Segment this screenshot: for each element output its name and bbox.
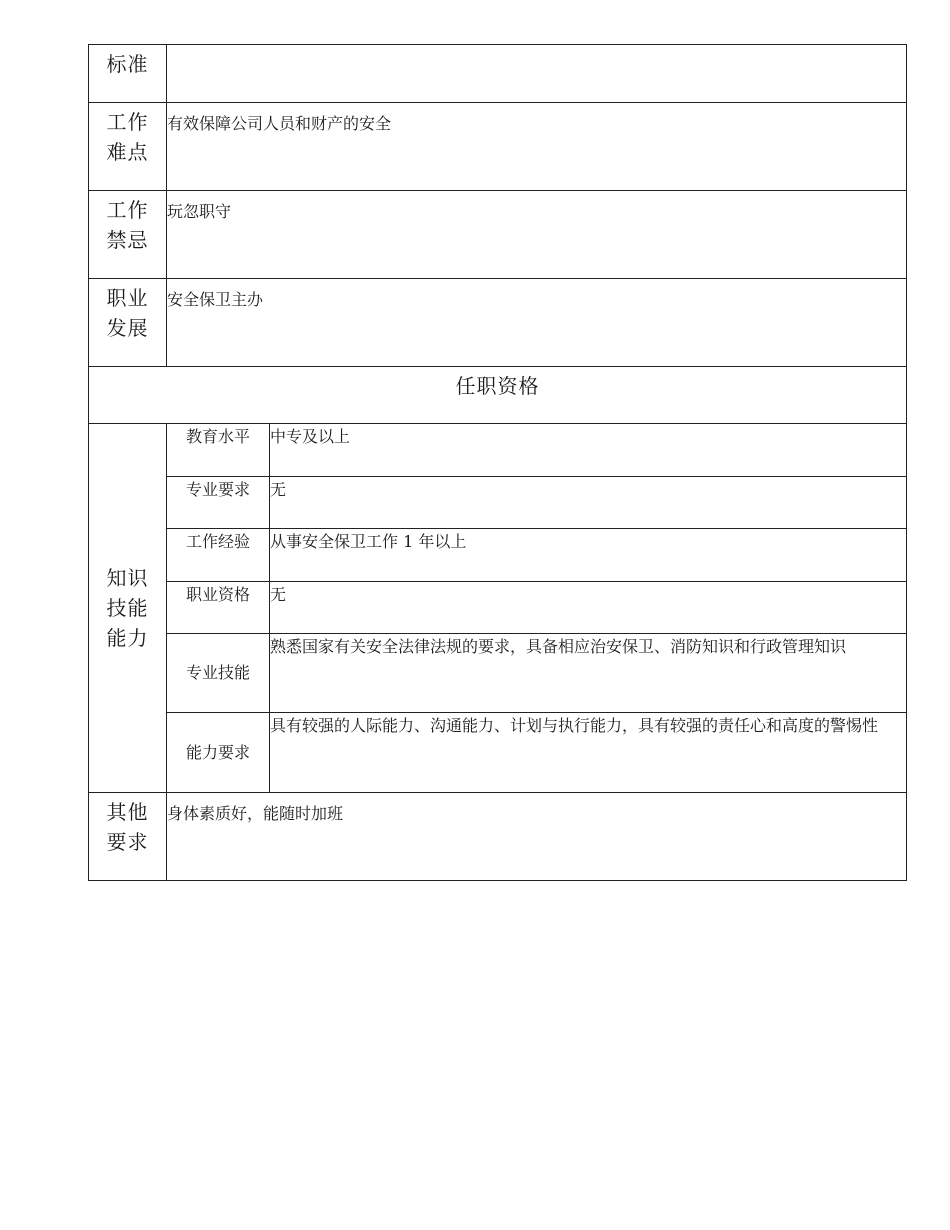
taboo-row bbox=[89, 191, 907, 279]
qualification-item-row bbox=[89, 477, 907, 529]
knowledge-skills-label: 知识技能能力 bbox=[106, 566, 149, 650]
qualification-item-row bbox=[89, 713, 907, 793]
career-label-cell bbox=[89, 279, 167, 367]
work-experience-label: 工作经验 bbox=[167, 529, 270, 582]
qualification-item-row bbox=[89, 582, 907, 634]
career-row bbox=[89, 279, 907, 367]
qualification-item-row bbox=[89, 634, 907, 713]
knowledge-skills-label-cell bbox=[89, 424, 167, 793]
difficulty-row bbox=[89, 103, 907, 191]
taboo-content: 玩忽职守 bbox=[167, 191, 907, 279]
professional-skills-value: 熟悉国家有关安全法律法规的要求，具备相应治安保卫、消防知识和行政管理知识 bbox=[270, 634, 907, 713]
difficulty-content: 有效保障公司人员和财产的安全 bbox=[167, 103, 907, 191]
other-requirements-label-cell bbox=[89, 793, 167, 881]
job-description-table bbox=[88, 44, 907, 881]
other-requirements-content: 身体素质好，能随时加班 bbox=[167, 793, 907, 881]
taboo-label-cell bbox=[89, 191, 167, 279]
standard-row bbox=[89, 45, 907, 103]
standard-label-cell bbox=[89, 45, 167, 103]
qualification-title-row bbox=[89, 367, 907, 424]
professional-qualification-label: 职业资格 bbox=[167, 582, 270, 634]
career-label: 职业发展 bbox=[106, 286, 149, 340]
work-experience-value: 从事安全保卫工作 1 年以上 bbox=[270, 529, 907, 582]
difficulty-label-cell bbox=[89, 103, 167, 191]
other-requirements-label: 其他要求 bbox=[106, 800, 149, 854]
education-label: 教育水平 bbox=[167, 424, 270, 477]
education-value: 中专及以上 bbox=[270, 424, 907, 477]
standard-content bbox=[167, 45, 907, 103]
ability-requirement-label: 能力要求 bbox=[167, 713, 270, 793]
professional-skills-label: 专业技能 bbox=[167, 634, 270, 713]
difficulty-label: 工作难点 bbox=[106, 110, 149, 164]
ability-requirement-value: 具有较强的人际能力、沟通能力、计划与执行能力，具有较强的责任心和高度的警惕性 bbox=[270, 713, 907, 793]
major-requirement-value: 无 bbox=[270, 477, 907, 529]
taboo-label: 工作禁忌 bbox=[106, 198, 149, 252]
professional-qualification-value: 无 bbox=[270, 582, 907, 634]
career-content: 安全保卫主办 bbox=[167, 279, 907, 367]
other-requirements-row bbox=[89, 793, 907, 881]
qualification-item-row bbox=[89, 424, 907, 477]
qualification-title: 任职资格 bbox=[89, 367, 907, 424]
major-requirement-label: 专业要求 bbox=[167, 477, 270, 529]
qualification-item-row bbox=[89, 529, 907, 582]
standard-label: 标准 bbox=[106, 52, 149, 76]
